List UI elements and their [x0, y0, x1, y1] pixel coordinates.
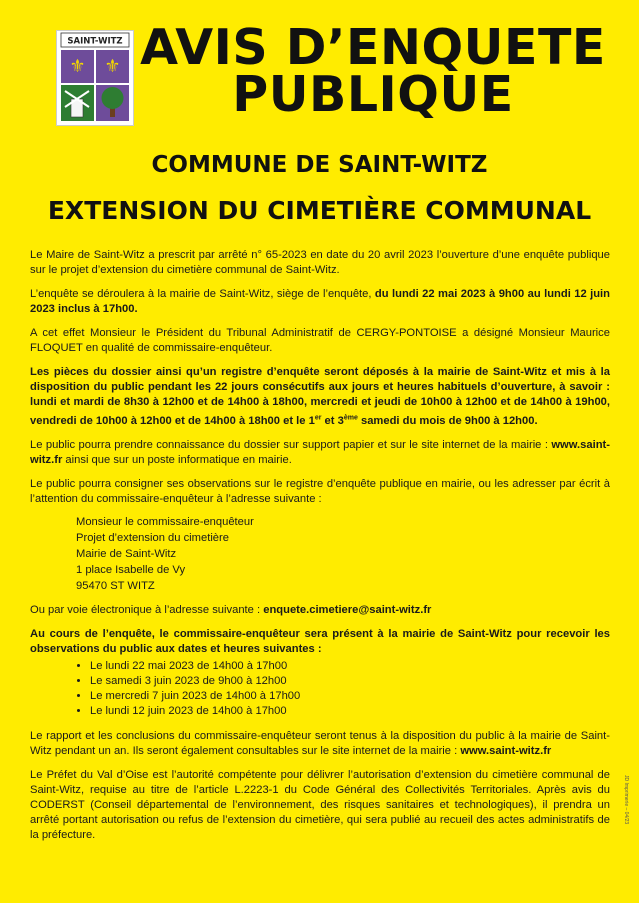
postal-address	[76, 514, 610, 594]
svg-text:⚜: ⚜	[104, 56, 121, 76]
paragraph-rapport: Le rapport et les conclusions du commissaire-enquêteur seront tenus à la disposition du public à la mairie de Saint-Witz pendant un an. Ils seront également consultables sur le site internet de la mairie : www.saint-witz.fr	[30, 729, 610, 757]
project-subtitle: EXTENSION DU CIMETIÈRE COMMUNAL	[47, 196, 592, 225]
paragraph-observations: Le public pourra consigner ses observations sur le registre d’enquête publique en mairie, ou les adresser par écrit à l’attention du commissaire-enquêteur à l’adresse suivante :	[30, 477, 610, 505]
list-item: • Le samedi 3 juin 2023 de 9h00 à 12h00	[90, 674, 610, 689]
saint-witz-coat-of-arms-logo	[56, 30, 134, 126]
coat-of-arms-icon	[57, 31, 133, 125]
list-item: • Le lundi 22 mai 2023 de 14h00 à 17h00	[90, 659, 610, 674]
list-item: • Le mercredi 7 juin 2023 de 14h00 à 17h00	[90, 689, 610, 704]
list-item: • Le lundi 12 juin 2023 de 14h00 à 17h00	[90, 704, 610, 719]
svg-text:⚜: ⚜	[69, 56, 86, 76]
paragraph-commissaire: A cet effet Monsieur le Président du Tribunal Administratif de CERGY-PONTOISE a désigné Monsieur Maurice FLOQUET en qualité de commissaire-enquêteur.	[30, 327, 610, 354]
paragraph-prefet: Le Préfet du Val d’Oise est l’autorité compétente pour délivrer l’autorisation d’extension du cimetière communal de Saint-Witz, requise au titre de l’article L.2223-1 du Code Général des Collectivités Territoriales. Après avis du CODERST (Conseil départemental de l’environnement, des risques sanitaires et technologiques), il prendra un arrêté portant autorisation ou refus de l’extension du cimetière, qui sera publié au recueil des actes administratifs de la préfecture.	[30, 768, 610, 841]
commune-subtitle: COMMUNE DE SAINT-WITZ	[151, 152, 488, 178]
address-line: Mairie de Saint-Witz	[76, 547, 177, 560]
website-link[interactable]: www.saint-witz.fr	[460, 744, 552, 757]
paragraph-dossier-hours: Les pièces du dossier ainsi qu’un registre d’enquête seront déposés à la mairie de Saint-Witz et mis à la disposition du public pendant les 22 jours consécutifs aux jours et heures habituels d’ouverture, à savoir : lundi et mardi de 8h30 à 12h00 et de 14h00 à 18h00, mercredi et jeudi de 10h00 à 12h00 et de 14h00 à 19h00, vendredi de 10h00 à 12h00 et de 14h00 à 18h00 et le 1er et 3ème samedi du mois de 9h00 à 12h00.	[30, 366, 610, 427]
email-link[interactable]: enquete.cimetiere@saint-witz.fr	[263, 603, 432, 616]
printer-note: JD Imprimerie – 04/23	[623, 775, 629, 825]
address-line: Projet d’extension du cimetière	[76, 531, 229, 544]
paragraph-consultation: Le public pourra prendre connaissance du dossier sur support papier et sur le site internet de la mairie : www.saint-witz.fr ainsi que sur un poste informatique en mairie.	[30, 438, 610, 466]
address-line: 1 place Isabelle de Vy	[76, 563, 186, 576]
paragraph-dates: L’enquête se déroulera à la mairie de Saint-Witz, siège de l’enquête, du lundi 22 mai 2023 à 9h00 au lundi 12 juin 2023 inclus à 17h00.	[30, 288, 610, 315]
notice-body	[30, 248, 610, 852]
website-link[interactable]: www.saint-witz.fr	[30, 438, 610, 466]
address-line: Monsieur le commissaire-enquêteur	[76, 515, 254, 528]
address-line: 95470 ST WITZ	[76, 579, 155, 592]
permanences-list	[30, 659, 610, 719]
paragraph-arrete: Le Maire de Saint-Witz a prescrit par arrêté n° 65-2023 en date du 20 avril 2023 l’ouverture d’une enquête publique sur le projet d’extension du cimetière communal de Saint-Witz.	[30, 249, 610, 276]
svg-text:SAINT-WITZ: SAINT-WITZ	[67, 36, 123, 47]
paragraph-email: Ou par voie électronique à l’adresse suivante : enquete.cimetiere@saint-witz.fr	[30, 603, 432, 616]
notice-title: AVIS D’ENQUETE PUBLIQUE	[140, 19, 606, 123]
paragraph-permanences: Au cours de l’enquête, le commissaire-enquêteur sera présent à la mairie de Saint-Witz pour recevoir les observations du public aux dates et heures suivantes :	[30, 627, 610, 655]
